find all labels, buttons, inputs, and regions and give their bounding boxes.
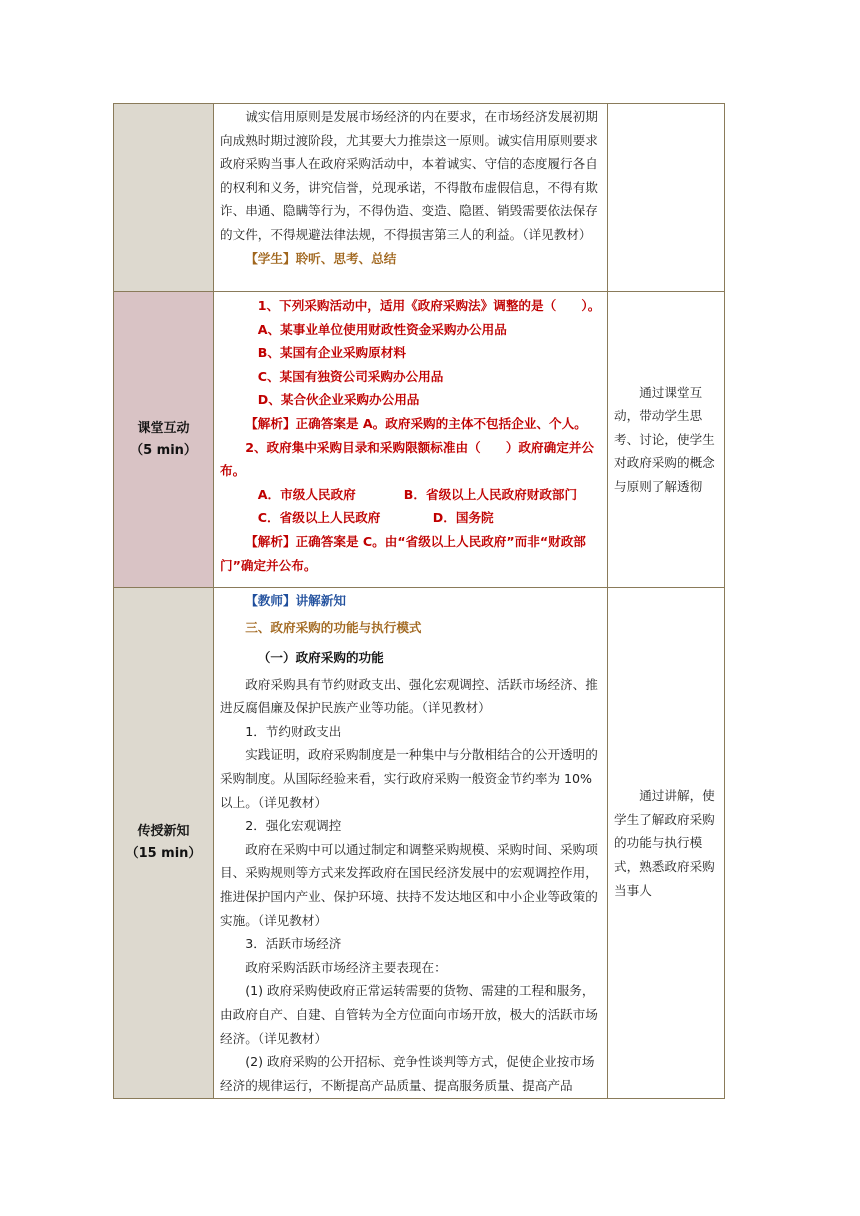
note-cell: [608, 588, 725, 1099]
teaching-note: 通过讲解，使学生了解政府采购的功能与执行模式，熟悉政府采购当事人: [614, 788, 715, 898]
question-1: 1、下列采购活动中，适用《政府采购法》调整的是（ ）。: [257, 298, 601, 313]
item-1-title: 1．节约财政支出: [245, 723, 342, 739]
question-2-option-b: B．省级以上人民政府财政部门: [403, 486, 578, 502]
item-3-point-2: (2) 政府采购的公开招标、竞争性谈判等方式，促使企业按市场经济的规律运行，不断提高产品质量、提高服务质量、提高产品: [220, 1054, 595, 1093]
question-1-option-a: A、某事业单位使用财政性资金采购办公用品: [257, 321, 507, 337]
stage-title: 传授新知: [137, 824, 190, 840]
table-row: [114, 104, 725, 292]
question-2-answer: 【解析】正确答案是 C。由“省级以上人民政府”而非“财政部门”确定并公布。: [220, 533, 586, 573]
question-2-options-row-1: [220, 483, 601, 507]
question-2-options-row-2: [220, 506, 601, 530]
content-cell: [214, 104, 608, 292]
item-2-text: 政府在采购中可以通过制定和调整采购规模、采购时间、采购项目、采购规则等方式来发挥政府在国民经济发展中的宏观调控作用，推进保护国内产业、保护环境、扶持不发达地区和中小企业等政策的实施。（详见教材）: [220, 841, 598, 928]
question-1-option-c: C、某国有独资公司采购办公用品: [257, 368, 444, 384]
teacher-activity: 【教师】讲解新知: [245, 593, 346, 608]
question-1-option-d: D、某合伙企业采购办公用品: [257, 392, 420, 408]
stage-cell: [114, 588, 214, 1099]
question-2-option-a: A．市级人民政府: [257, 486, 356, 502]
note-cell-empty: [608, 104, 725, 292]
stage-cell-empty: [114, 104, 214, 292]
stage-title: 课堂互动: [137, 420, 190, 436]
lesson-plan-table: [113, 103, 725, 1099]
table-row: [114, 588, 725, 1099]
content-cell: [214, 292, 608, 588]
note-cell: [608, 292, 725, 588]
integrity-principle-text: 诚实信用原则是发展市场经济的内在要求，在市场经济发展初期向成熟时期过渡阶段，尤其要大力推崇这一原则。诚实信用原则要求政府采购当事人在政府采购活动中，本着诚实、守信的态度履行各自的权利和义务，讲究信誉，兑现承诺，不得散布虚假信息，不得有欺诈、串通、隐瞒等行为，不得伪造、变造、隐匿、销毁需要依法保存的文件，不得规避法律法规，不得损害第三人的利益。（详见教材）: [220, 109, 598, 242]
question-1-option-b: B、某国有企业采购原材料: [257, 345, 406, 361]
stage-duration: （15 min）: [125, 846, 202, 862]
question-1-answer: 【解析】正确答案是 A。政府采购的主体不包括企业、个人。: [245, 415, 587, 431]
table-row: [114, 292, 725, 588]
item-2-title: 2．强化宏观调控: [245, 818, 342, 834]
item-3-text: 政府采购活跃市场经济主要表现在：: [245, 959, 447, 975]
item-1-text: 实践证明，政府采购制度是一种集中与分散相结合的公开透明的采购制度。从国际经验来看，实行政府采购一般资金节约率为 10%以上。（详见教材）: [220, 747, 598, 810]
question-2: 2、政府集中采购目录和采购限额标准由（ ）政府确定并公布。: [220, 439, 594, 479]
stage-cell: [114, 292, 214, 588]
teaching-note: 通过课堂互动，带动学生思考、讨论，使学生对政府采购的概念与原则了解透彻: [614, 384, 715, 494]
item-3-title: 3．活跃市场经济: [245, 936, 342, 952]
content-cell: [214, 588, 608, 1099]
functions-intro: 政府采购具有节约财政支出、强化宏观调控、活跃市场经济、推进反腐倡廉及保护民族产业等功能。（详见教材）: [220, 676, 598, 716]
subsection-heading: （一）政府采购的功能: [257, 649, 384, 665]
section-heading: 三、政府采购的功能与执行模式: [245, 619, 422, 635]
item-3-point-1: (1) 政府采购使政府正常运转需要的货物、需建的工程和服务，由政府自产、自建、自管转为全方位面向市场开放，极大的活跃市场经济。（详见教材）: [220, 983, 598, 1046]
question-2-option-d: D．国务院: [432, 510, 494, 526]
question-2-option-c: C．省级以上人民政府: [257, 510, 381, 526]
student-activity: 【学生】聆听、思考、总结: [245, 250, 397, 266]
stage-duration: （5 min）: [130, 442, 197, 458]
